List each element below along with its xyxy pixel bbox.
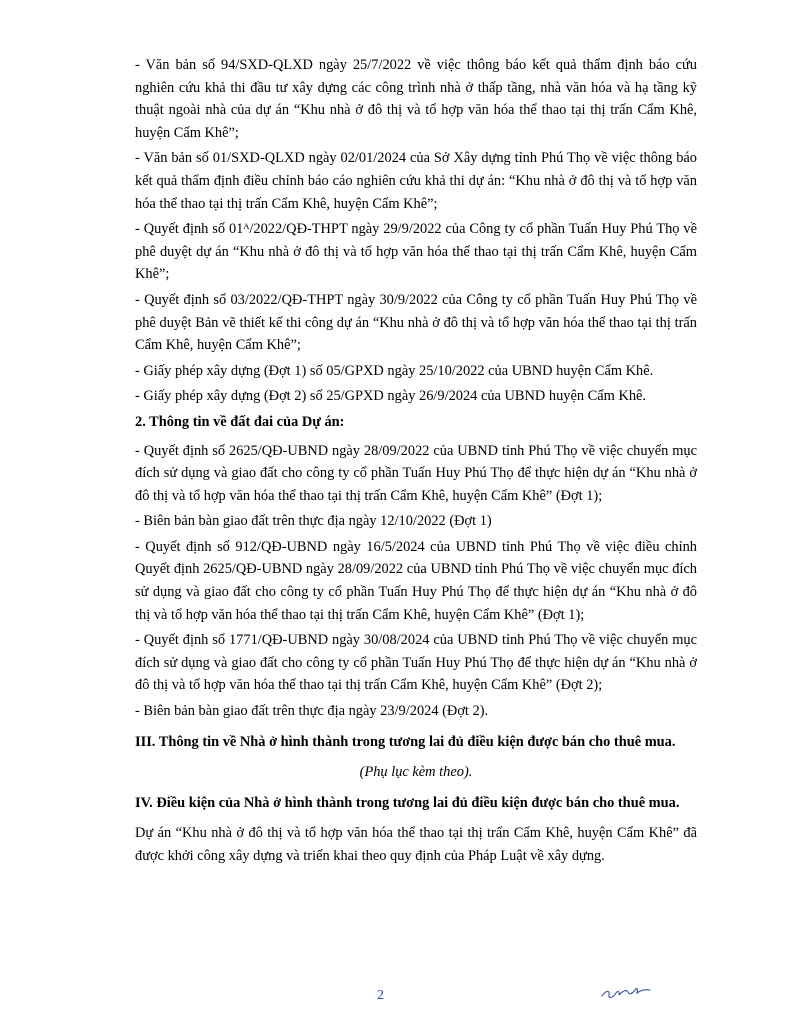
list-item: - Giấy phép xây dựng (Đợt 1) số 05/GPXD ngày 25/10/2022 của UBND huyện Cẩm Khê. (135, 362, 654, 379)
list-item: - Văn bản số 94/SXD-QLXD ngày 25/7/2022 về việc thông báo kết quả thẩm định báo cứu nghiên cứu khả thi đầu tư xây dựng các công trình nhà ở thấp tầng, nhà văn hóa và hạ tầng kỹ thuật ngoài nhà của dự án “Khu nhà ở đô thị và tổ hợp văn hóa thể thao tại thị trấn Cẩm Khê, huyện Cẩm Khê”; (135, 57, 697, 141)
document-body (135, 54, 697, 871)
signature-mark (598, 980, 658, 1004)
list-item: - Giấy phép xây dựng (Đợt 2) số 25/GPXD ngày 26/9/2024 của UBND huyện Cẩm Khê. (135, 388, 647, 405)
section-heading-future-housing: III. Thông tin về Nhà ở hình thành trong tương lai đủ điều kiện được bán cho thuê mua. (135, 733, 676, 750)
list-item: - Quyết định số 03/2022/QĐ-THPT ngày 30/9/2022 của Công ty cổ phần Tuấn Huy Phú Thọ về phê duyệt Bản vẽ thiết kế thi công dự án “Khu nhà ở đô thị và tổ hợp văn hóa thể thao tại thị trấn Cẩm Khê, huyện Cẩm Khê”; (135, 291, 697, 354)
list-item: - Quyết định số 1771/QĐ-UBND ngày 30/08/2024 của UBND tỉnh Phú Thọ về việc chuyển mục đích sử dụng và giao đất cho công ty cổ phần Tuấn Huy Phú Thọ để thực hiện dự án “Khu nhà ở đô thị và tổ hợp văn hóa thể thao tại thị trấn Cẩm Khê, huyện Cẩm Khê” (Đợt 2); (135, 632, 697, 694)
list-item: - Biên bản bàn giao đất trên thực địa ngày 12/10/2022 (Đợt 1) (135, 513, 492, 530)
list-item: - Quyết định số 2625/QĐ-UBND ngày 28/09/2022 của UBND tỉnh Phú Thọ về việc chuyển mục đích sử dụng và giao đất cho công ty cổ phần Tuấn Huy Phú Thọ để thực hiện dự án “Khu nhà ở đô thị và tổ hợp văn hóa thể thao tại thị trấn Cẩm Khê, huyện Cẩm Khê” (Đợt 1); (135, 442, 697, 504)
section-heading-conditions: IV. Điều kiện của Nhà ở hình thành trong tương lai đủ điều kiện được bán cho thuê mua. (135, 794, 680, 811)
list-item: - Văn bản số 01/SXD-QLXD ngày 02/01/2024 của Sở Xây dựng tỉnh Phú Thọ về việc thông báo kết quả thẩm định điều chỉnh báo cáo nghiên cứu khả thi dự án: “Khu nhà ở đô thị và tổ hợp văn hóa thể thao tại thị trấn Cẩm Khê, huyện Cẩm Khê”; (135, 150, 697, 212)
appendix-note: (Phụ lục kèm theo). (359, 764, 473, 781)
section-heading-land-info: 2. Thông tin về đất đai của Dự án: (135, 413, 345, 430)
list-item: - Quyết định số 01ᴬ/2022/QĐ-THPT ngày 29/9/2022 của Công ty cổ phần Tuấn Huy Phú Thọ về phê duyệt dự án “Khu nhà ở đô thị và tổ hợp văn hóa thể thao tại thị trấn Cẩm Khê, huyện Cẩm Khê”; (135, 221, 697, 283)
list-item: - Biên bản bàn giao đất trên thực địa ngày 23/9/2024 (Đợt 2). (135, 703, 489, 720)
conditions-paragraph: Dự án “Khu nhà ở đô thị và tổ hợp văn hóa thể thao tại thị trấn Cẩm Khê, huyện Cẩm Khê” đã được khởi công xây dựng và triển khai theo quy định của Pháp Luật về xây dựng. (135, 825, 697, 864)
list-item: - Quyết định số 912/QĐ-UBND ngày 16/5/2024 của UBND tỉnh Phú Thọ về việc điều chỉnh Quyết định 2625/QĐ-UBND ngày 28/09/2022 của UBND tỉnh Phú Thọ về việc chuyển mục đích sử dụng và giao đất cho công ty cổ phần Tuấn Huy Phú Thọ để thực hiện dự án “Khu nhà ở đô thị và tổ hợp văn hóa thể thao tại thị trấn Cẩm Khê, huyện Cẩm Khê” (Đợt 1); (135, 538, 697, 623)
page-number: 2 (377, 988, 384, 1003)
